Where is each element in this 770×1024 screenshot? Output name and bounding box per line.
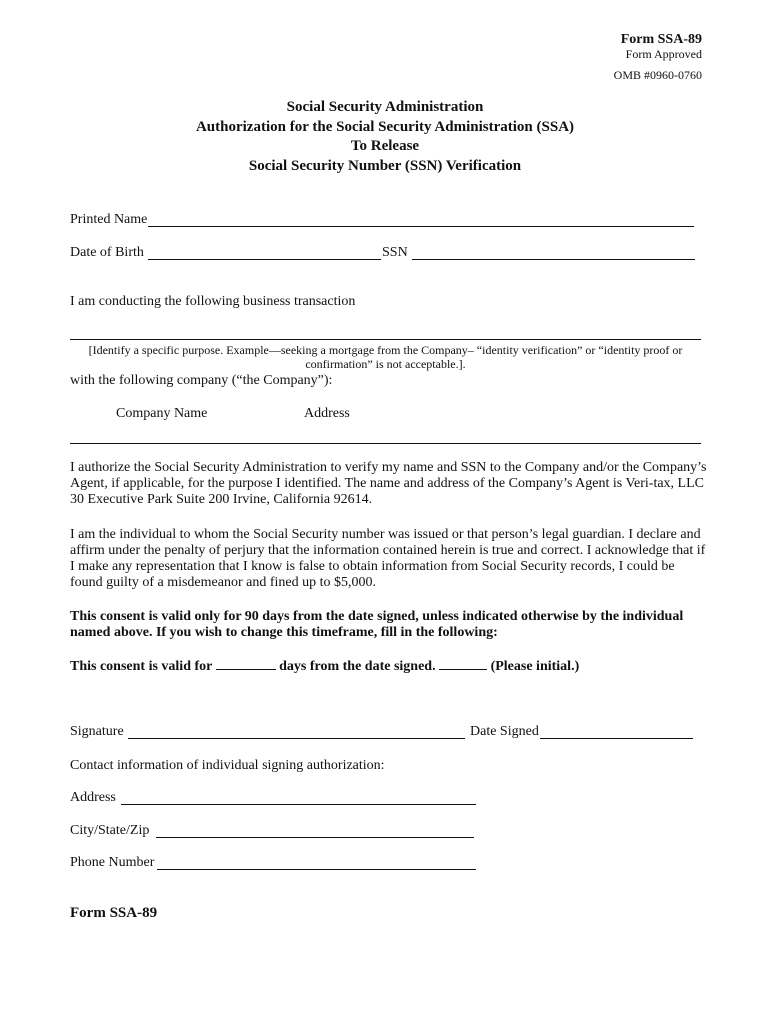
consent-90-days-paragraph: This consent is valid only for 90 days from the date signed, unless indicated otherwise by the individual named above. If you wish to change this timeframe, fill in the following: (70, 609, 684, 640)
contact-address-label: Address (70, 790, 116, 805)
city-state-zip-label: City/State/Zip (70, 823, 150, 838)
ssn-field[interactable] (412, 259, 695, 260)
authorization-paragraph: I authorize the Social Security Administration to verify my name and SSN to the Company and/or the Company’s Agent, if applicable, for the purpose I identified. The name and address of the Company’s Agent is Veri-tax, LLC 30 Executive Park Suite 200 Irvine, California 92614. (70, 460, 707, 507)
printed-name-field[interactable] (148, 226, 694, 227)
dob-field[interactable] (148, 259, 381, 260)
company-name-label: Company Name (116, 406, 208, 421)
contact-address-field[interactable] (121, 804, 476, 805)
purpose-note-line-2: confirmation” is not acceptable.]. (305, 357, 466, 371)
phone-number-field[interactable] (157, 869, 476, 870)
contact-info-label: Contact information of individual signing authorization: (70, 758, 385, 773)
title-line-1: Social Security Administration (286, 99, 484, 115)
company-field[interactable] (70, 443, 701, 444)
ssn-label: SSN (382, 245, 408, 260)
individual-declaration-paragraph: I am the individual to whom the Social Security number was issued or that person’s legal guardian. I declare and affirm under the penalty of perjury that the information contained herein is true and correct. I acknowledge that if I make any representation that I know is false to obtain information from Social Security records, I could be found guilty of a misdemeanor and fined up to $5,000. (70, 527, 706, 590)
dob-label: Date of Birth (70, 245, 144, 260)
with-company-label: with the following company (“the Company”): (70, 373, 333, 388)
form-id-footer: Form SSA-89 (70, 905, 158, 921)
signature-field[interactable] (128, 738, 465, 739)
phone-number-label: Phone Number (70, 855, 155, 870)
title-line-4: Social Security Number (SSN) Verification (248, 157, 522, 174)
purpose-note-line-1: [Identify a specific purpose. Example—seeking a mortgage from the Company– “identity verification” or “identity proof or (88, 343, 683, 357)
form-id-header: Form SSA-89 (620, 32, 702, 47)
signature-label: Signature (70, 724, 124, 739)
form-approved: Form Approved (625, 47, 702, 61)
printed-name-label: Printed Name (70, 212, 148, 227)
days-input[interactable] (216, 657, 276, 670)
consent-valid-for-label: This consent is valid for (70, 659, 213, 674)
city-state-zip-field[interactable] (156, 837, 474, 838)
please-initial-label: (Please initial.) (490, 659, 580, 674)
omb-number: OMB #0960-0760 (613, 68, 702, 82)
transaction-field[interactable] (70, 339, 701, 340)
purpose-note (70, 343, 701, 371)
consent-timeframe-line (70, 657, 579, 675)
page-title (0, 98, 770, 176)
initial-input[interactable] (439, 657, 487, 670)
date-signed-label: Date Signed (470, 724, 539, 739)
title-line-2: Authorization for the Social Security Administration (SSA) (195, 118, 575, 135)
company-address-label: Address (304, 406, 350, 421)
transaction-label: I am conducting the following business transaction (70, 294, 356, 309)
days-from-label: days from the date signed. (279, 659, 436, 674)
date-signed-field[interactable] (540, 738, 693, 739)
title-line-3: To Release (350, 138, 420, 154)
